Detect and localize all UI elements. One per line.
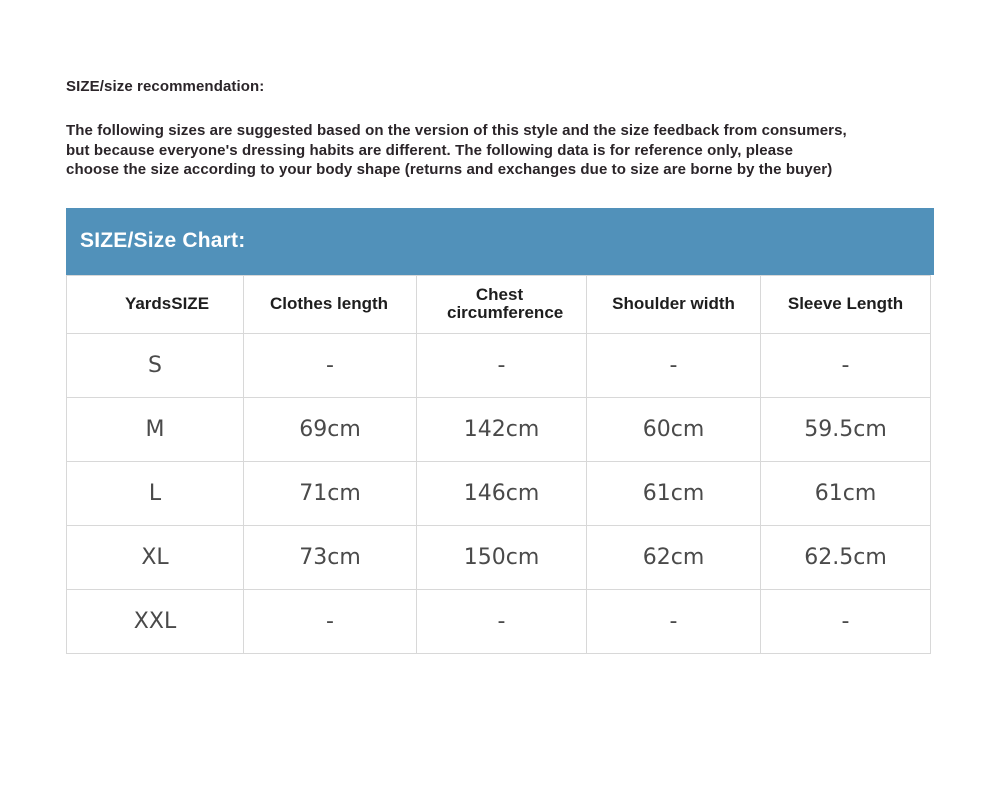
table-row-l [67, 461, 931, 525]
sleeve-length-value: 61cm [761, 461, 931, 525]
size-table [66, 275, 931, 654]
size-recommendation-paragraph [66, 121, 934, 180]
header-row [67, 275, 931, 333]
column-header-chest-circumference: Chest circumference [417, 275, 587, 333]
size-label: XXL [67, 589, 244, 653]
size-table-body [67, 333, 931, 653]
sleeve-length-value: 59.5cm [761, 397, 931, 461]
size-label: XL [67, 525, 244, 589]
paragraph-line: The following sizes are suggested based on the version of this style and the size feedback from consumers, [66, 122, 847, 139]
clothes-length-value: - [244, 333, 417, 397]
sleeve-length-value: - [761, 333, 931, 397]
shoulder-width-value: 61cm [587, 461, 761, 525]
shoulder-width-value: 60cm [587, 397, 761, 461]
shoulder-width-value: 62cm [587, 525, 761, 589]
sleeve-length-value: - [761, 589, 931, 653]
size-label: S [67, 333, 244, 397]
column-header-clothes-length: Clothes length [244, 275, 417, 333]
shoulder-width-value: - [587, 589, 761, 653]
size-recommendation-title: SIZE/size recommendation: [66, 78, 265, 95]
chest-circumference-value: 150cm [417, 525, 587, 589]
product-size-page [0, 78, 1000, 654]
size-label: M [67, 397, 244, 461]
size-label: L [67, 461, 244, 525]
shoulder-width-value: - [587, 333, 761, 397]
chest-circumference-value: 146cm [417, 461, 587, 525]
chest-circumference-value: 142cm [417, 397, 587, 461]
sleeve-length-value: 62.5cm [761, 525, 931, 589]
chest-circumference-value: - [417, 333, 587, 397]
clothes-length-value: 69cm [244, 397, 417, 461]
table-row-xxl [67, 589, 931, 653]
chest-circumference-value: - [417, 589, 587, 653]
table-row-m [67, 397, 931, 461]
paragraph-line: choose the size according to your body shape (returns and exchanges due to size are borne by the buyer) [66, 161, 833, 178]
size-chart-header-bar [66, 208, 934, 275]
paragraph-line: but because everyone's dressing habits are different. The following data is for reference only, please [66, 141, 794, 159]
table-row-s [67, 333, 931, 397]
clothes-length-value: 71cm [244, 461, 417, 525]
table-row-xl [67, 525, 931, 589]
column-header-yards-size: YardsSIZE [67, 275, 244, 333]
clothes-length-value: - [244, 589, 417, 653]
column-header-sleeve-length: Sleeve Length [761, 275, 931, 333]
column-header-shoulder-width: Shoulder width [587, 275, 761, 333]
size-chart-title: SIZE/Size Chart: [80, 229, 246, 252]
size-table-header [67, 275, 931, 333]
clothes-length-value: 73cm [244, 525, 417, 589]
